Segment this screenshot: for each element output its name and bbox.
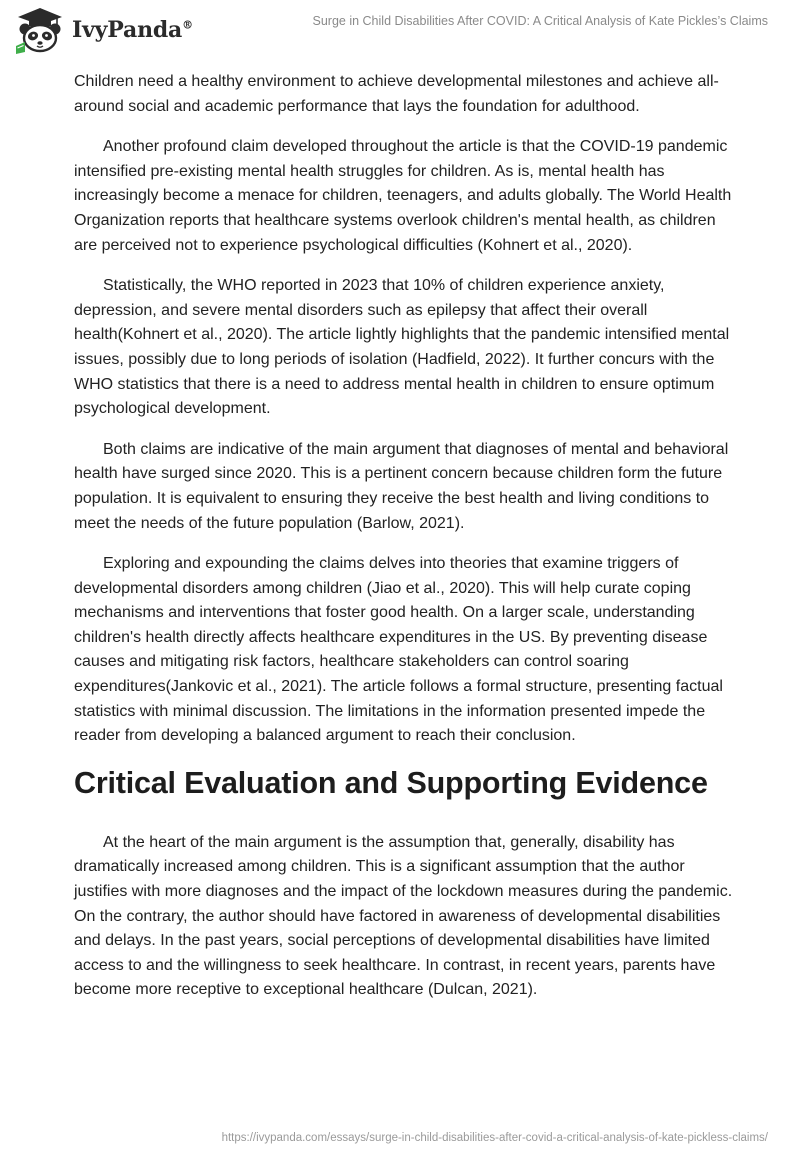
source-url[interactable]: https://ivypanda.com/essays/surge-in-child-disabilities-after-covid-a-critical-analysis-of-kate-pickless-claims/ xyxy=(221,1132,768,1144)
document-title: Surge in Child Disabilities After COVID: A Critical Analysis of Kate Pickles’s Claims xyxy=(312,14,768,28)
page-header xyxy=(0,0,800,60)
paragraph-2: Another profound claim developed throughout the article is that the COVID-19 pandemic intensified pre-existing mental health struggles for children. As is, mental health has increasingly become a menace for children, teenagers, and adults globally. The World Health Organization reports that healthcare systems overlook children's mental health, as children are perceived not to experience psychological difficulties (Kohnert et al., 2020). xyxy=(74,138,732,254)
essay-content xyxy=(74,70,734,1019)
paragraph-5: Exploring and expounding the claims delves into theories that examine triggers of developmental disorders among children (Jiao et al., 2020). This will help curate coping mechanisms and interventions that foster good health. On a larger scale, understanding children's health directly affects healthcare expenditures in the US. By preventing disease causes and mitigating risk factors, healthcare stakeholders can control soaring expenditures(Jankovic et al., 2021). The article follows a formal structure, presenting factual statistics with minimal discussion. The limitations in the information presented impede the reader from developing a balanced argument to reach their conclusion. xyxy=(74,555,723,745)
logo-text: IvyPanda® xyxy=(72,17,193,43)
section-heading: Critical Evaluation and Supporting Evidence xyxy=(74,765,708,800)
paragraph-6: At the heart of the main argument is the assumption that, generally, disability has dramatically increased among children. This is a significant assumption that the author justifies with more diagnoses and the impact of the lockdown measures during the pandemic. On the contrary, the author should have factored in awareness of developmental disabilities and delays. In the past years, social perceptions of developmental disabilities have limited access to and the willingness to seek healthcare. In contrast, in recent years, parents have become more receptive to exceptional healthcare (Dulcan, 2021). xyxy=(74,833,733,999)
paragraph-3: Statistically, the WHO reported in 2023 that 10% of children experience anxiety, depression, and severe mental disorders such as epilepsy that affect their overall health(Kohnert et al., 2020). The article lightly highlights that the pandemic intensified mental issues, possibly due to long periods of isolation (Hadfield, 2022). It further concurs with the WHO statistics that there is a need to address mental health in children to ensure optimum psychological development. xyxy=(74,277,730,418)
logo[interactable] xyxy=(14,6,193,54)
paragraph-4: Both claims are indicative of the main argument that diagnoses of mental and behavioral health have surged since 2020. This is a pertinent concern because children form the future population. It is equivalent to ensuring they receive the best health and living conditions to meet the needs of the future population (Barlow, 2021). xyxy=(74,440,729,532)
panda-graduate-icon xyxy=(14,6,66,54)
paragraph-1: Children need a healthy environment to achieve developmental milestones and achieve all-around social and academic performance that lays the foundation for adulthood. xyxy=(74,73,719,115)
